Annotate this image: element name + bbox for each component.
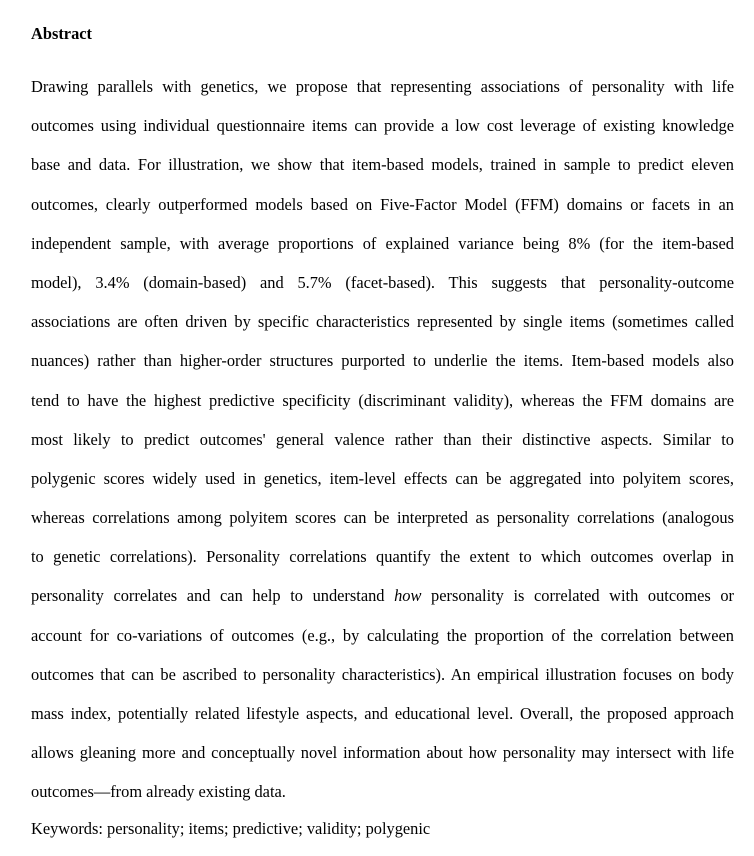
abstract-line: model), 3.4% (domain-based) and 5.7% (facet-based). This suggests that personality-outcome <box>31 272 734 292</box>
abstract-line: tend to have the highest predictive specificity (discriminant validity), whereas the FFM domains are <box>31 390 734 410</box>
abstract-line: most likely to predict outcomes' general valence rather than their distinctive aspects. Similar to <box>31 429 734 449</box>
abstract-line: mass index, potentially related lifestyle aspects, and educational level. Overall, the proposed approach <box>31 704 734 723</box>
abstract-line: independent sample, with average proportions of explained variance being 8% (for the item-based <box>31 233 734 253</box>
abstract-line: outcomes—from already existing data. <box>31 782 286 802</box>
keywords-line: Keywords: personality; items; predictive; validity; polygenic <box>31 819 431 838</box>
abstract-line: Drawing parallels with genetics, we propose that representing associations of personality with life <box>31 77 734 96</box>
abstract-line: associations are often driven by specific characteristics represented by single items (sometimes called <box>31 312 734 332</box>
abstract-body <box>31 67 734 812</box>
abstract-line: personality correlates and can help to understand how personality is correlated with outcomes or <box>31 586 734 606</box>
abstract-line: account for co-variations of outcomes (e.g., by calculating the proportion of the correlation between <box>31 625 734 645</box>
abstract-line: allows gleaning more and conceptually novel information about how personality may intersect with life <box>31 743 734 763</box>
abstract-line: base and data. For illustration, we show that item-based models, trained in sample to predict eleven <box>31 155 734 175</box>
emphasis-text: how <box>394 586 422 606</box>
abstract-line: whereas correlations among polyitem scores can be interpreted as personality correlations (analogous <box>31 508 734 528</box>
abstract-line: polygenic scores widely used in genetics, item-level effects can be aggregated into polyitem scores, <box>31 468 734 488</box>
abstract-line: outcomes that can be ascribed to personality characteristics). An empirical illustration focuses on body <box>31 664 734 684</box>
abstract-heading: Abstract <box>31 24 92 43</box>
abstract-line: to genetic correlations). Personality correlations quantify the extent to which outcomes overlap in <box>31 547 734 567</box>
abstract-line: outcomes using individual questionnaire items can provide a low cost leverage of existing knowledge <box>31 116 734 136</box>
abstract-line: nuances) rather than higher-order structures purported to underlie the items. Item-based models also <box>31 351 734 371</box>
abstract-line: outcomes, clearly outperformed models based on Five-Factor Model (FFM) domains or facets in an <box>31 194 734 214</box>
